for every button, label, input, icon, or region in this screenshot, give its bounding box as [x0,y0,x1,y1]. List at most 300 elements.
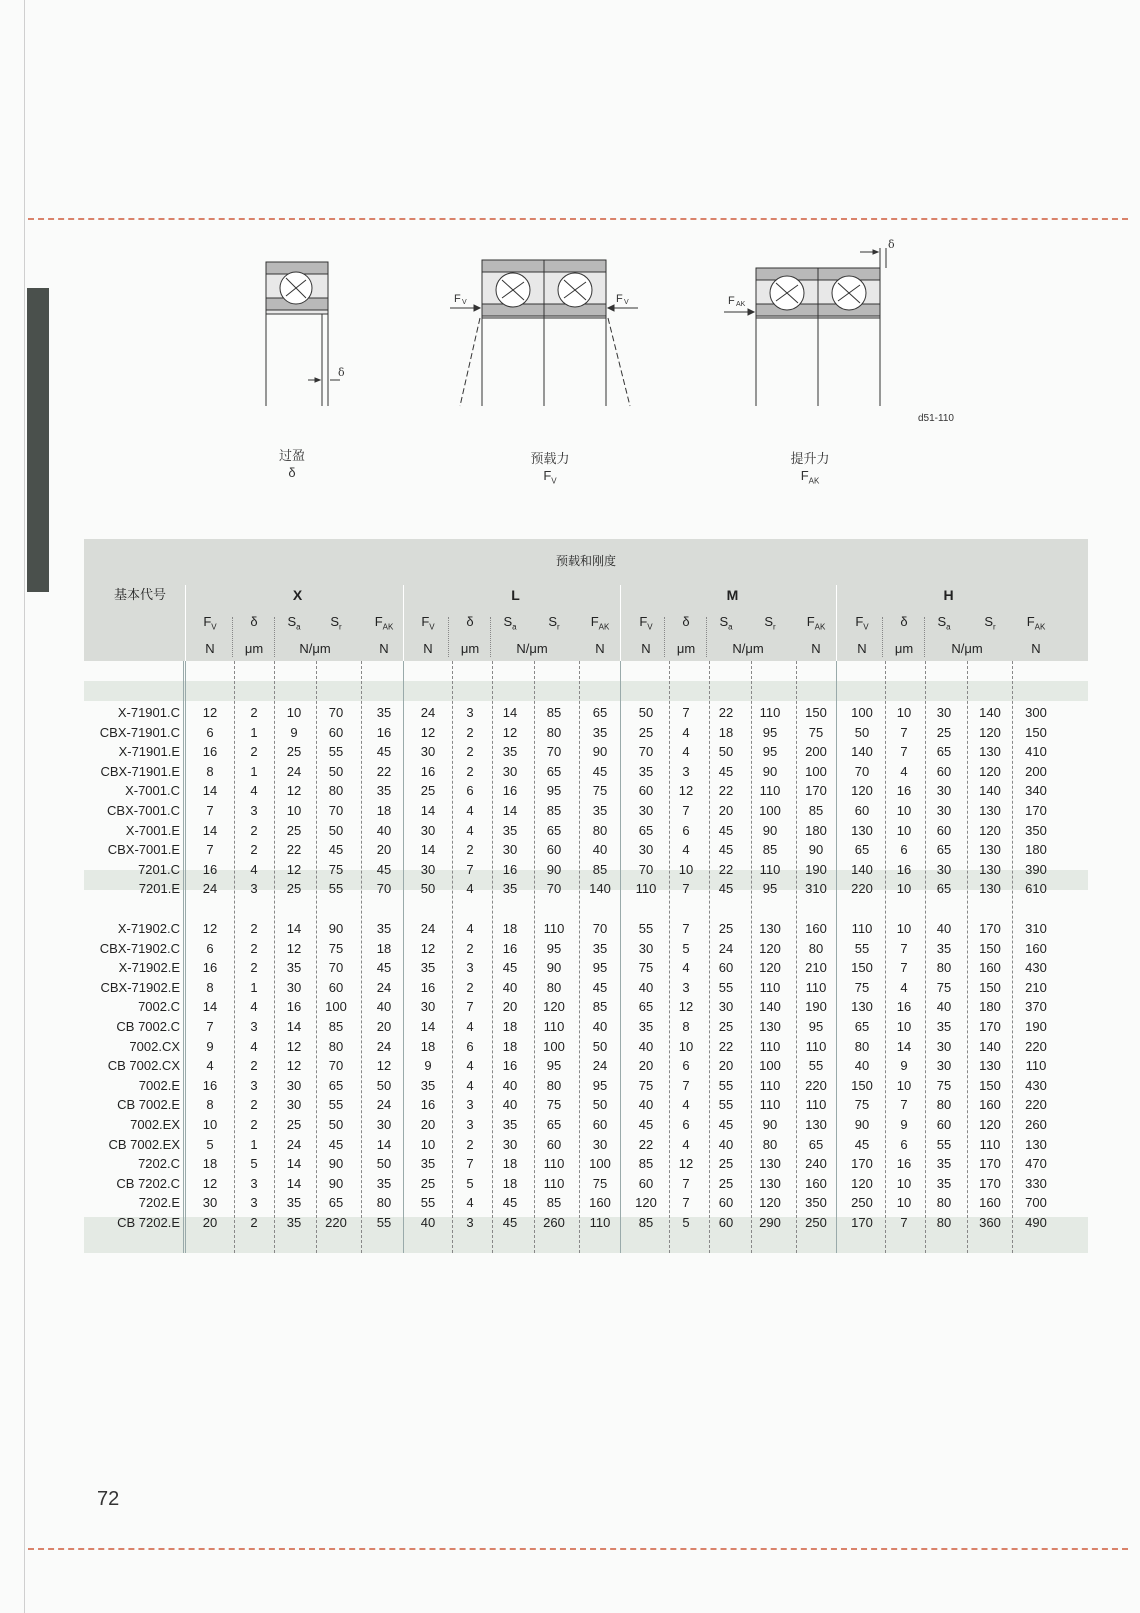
table-cell: 40 [376,999,392,1015]
table-cell: 80 [546,979,562,995]
table-row [84,1056,1088,1076]
table-cell: 2 [466,724,474,740]
table-cell: 4 [250,783,258,799]
table-cell: 12 [202,1175,218,1191]
unit-label: N [857,641,867,656]
table-cell: 6 [206,724,214,740]
table-cell: 610 [1025,881,1047,897]
table-cell: 14 [896,1038,912,1054]
table-cell: 220 [805,1077,827,1093]
table-cell: 700 [1025,1195,1047,1211]
table-cell: 2 [466,1136,474,1152]
table-cell: 70 [328,803,344,818]
table-cell: 130 [1025,1136,1047,1152]
table-cell: 10 [420,1136,436,1152]
table-cell: 18 [502,1156,518,1172]
table-cell: 10 [896,1077,912,1093]
unit-label: N [379,641,389,656]
table-cell: 40 [592,842,608,858]
table-cell: 100 [805,763,827,779]
table-cell: 20 [502,999,518,1015]
unit-label: N/μm [299,641,331,656]
table-cell: 14 [502,705,518,720]
table-cell: 7 [682,921,690,936]
table-cell: 40 [638,1097,654,1113]
table-row [84,703,1088,723]
table-cell: 100 [325,999,347,1015]
table-cell: 40 [502,979,518,995]
table-row [84,860,1088,880]
table-cell: 7 [466,999,474,1015]
table-cell: 4 [206,1058,214,1074]
table-cell: 75 [328,861,344,877]
unit-label: N [595,641,605,656]
table-cell: 14 [286,921,302,936]
table-row [84,1037,1088,1057]
table-cell: 12 [286,783,302,799]
table-cell: 1 [250,1136,258,1152]
table-cell: 140 [759,999,781,1015]
bearing-code: CBX-71902.C [99,940,180,956]
table-cell: 130 [851,999,873,1015]
table-cell: 60 [936,763,952,779]
column-header: $F_V$ [203,614,217,632]
table-cell: 4 [682,960,690,976]
table-cell: 16 [202,960,218,976]
table-cell: 25 [718,1019,734,1034]
table-cell: 40 [420,1215,436,1230]
table-cell: 14 [376,1136,392,1152]
table-cell: 4 [466,803,474,818]
preload-stiffness-table [84,539,1088,1253]
table-cell: 25 [718,1175,734,1191]
table-cell: 35 [936,940,952,956]
table-cell: 130 [851,822,873,838]
table-cell: 3 [250,881,258,897]
table-row [84,801,1088,821]
table-cell: 95 [762,881,778,897]
table-cell: 22 [718,1038,734,1054]
table-cell: 7 [900,1215,908,1230]
page-number: 72 [97,1488,120,1510]
table-cell: 95 [762,724,778,740]
table-cell: 75 [854,1097,870,1113]
table-cell: 18 [502,1038,518,1054]
table-cell: 55 [936,1136,952,1152]
table-cell: 170 [979,921,1001,936]
table-cell: 120 [979,1117,1001,1132]
table-cell: 4 [682,1097,690,1113]
table-row [84,978,1088,998]
table-cell: 12 [678,783,694,799]
table-cell: 110 [543,1019,565,1034]
header-divider [924,617,925,657]
table-cell: 12 [376,1058,392,1074]
table-cell: 140 [851,861,873,877]
table-cell: 40 [502,1097,518,1113]
table-cell: 80 [546,724,562,740]
table-cell: 30 [420,822,436,838]
table-cell: 4 [682,842,690,858]
column-header: $F_V$ [639,614,653,632]
bearing-code: CBX-7001.E [107,842,180,858]
column-header: δ [682,614,690,629]
table-cell: 22 [718,783,734,799]
table-cell: 14 [420,842,436,858]
unit-label: μm [894,641,914,656]
table-cell: 110 [589,1215,611,1230]
column-header: $F_{AK}$ [590,614,610,632]
table-cell: 4 [466,1058,474,1074]
table-cell: 7 [206,842,214,858]
table-row [84,840,1088,860]
table-cell: 25 [718,1156,734,1172]
header-divider [448,617,449,657]
table-row [84,939,1088,959]
table-cell: 4 [466,822,474,838]
table-cell: 7 [900,724,908,740]
table-cell: 35 [502,744,518,760]
table-cell: 65 [936,881,952,897]
table-cell: 30 [420,744,436,760]
table-cell: 80 [376,1195,392,1211]
table-cell: 210 [1025,979,1047,995]
table-cell: 45 [854,1136,870,1152]
table-cell: 7 [466,861,474,877]
table-cell: 40 [376,822,392,838]
column-header: $S_a$ [937,614,951,632]
column-header: δ [466,614,474,629]
table-cell: 2 [250,1215,258,1230]
figure-code: d51-110 [918,413,954,424]
table-cell: 310 [1025,921,1047,936]
table-row [84,762,1088,782]
table-cell: 160 [979,960,1001,976]
column-header: $F_{AK}$ [1026,614,1046,632]
column-header: $S_r$ [764,614,776,632]
table-cell: 95 [546,940,562,956]
table-cell: 90 [854,1117,870,1132]
table-cell: 16 [286,999,302,1015]
bearing-code: X-71902.C [117,921,180,936]
table-cell: 30 [936,861,952,877]
table-cell: 70 [638,744,654,760]
bearing-code: CB 7002.EX [108,1136,180,1152]
table-cell: 110 [759,979,781,995]
unit-label: N/μm [732,641,764,656]
table-cell: 70 [638,861,654,877]
group-header: M [726,587,739,603]
table-cell: 14 [420,1019,436,1034]
table-cell: 130 [759,1156,781,1172]
table-cell: 2 [466,744,474,760]
table-cell: 80 [808,940,824,956]
table-cell: 12 [420,724,436,740]
table-cell: 4 [466,881,474,897]
unit-label: μm [460,641,480,656]
first-col-header: 基本代号 [114,587,167,602]
table-cell: 75 [854,979,870,995]
table-cell: 14 [502,803,518,818]
table-cell: 30 [592,1136,608,1152]
table-cell: 35 [502,881,518,897]
table-cell: 150 [851,960,873,976]
table-cell: 5 [206,1136,214,1152]
table-cell: 10 [202,1117,218,1132]
table-cell: 60 [718,1215,734,1230]
svg-text:AK: AK [736,301,746,308]
table-cell: 16 [896,1156,912,1172]
table-cell: 30 [420,999,436,1015]
table-cell: 24 [420,705,436,720]
table-cell: 25 [718,921,734,936]
bearing-code: CBX-71901.C [99,724,180,740]
table-cell: 25 [286,1117,302,1132]
table-cell: 10 [286,803,302,818]
table-cell: 4 [250,999,258,1015]
table-cell: 35 [286,1215,302,1230]
top-dashed-rule [28,218,1128,220]
table-row [84,1076,1088,1096]
table-row [84,781,1088,801]
table-cell: 35 [936,1019,952,1034]
table-cell: 290 [759,1215,781,1230]
table-cell: 250 [805,1215,827,1230]
table-cell: 30 [936,803,952,818]
table-cell: 50 [376,1156,392,1172]
table-cell: 130 [979,1058,1001,1074]
table-cell: 30 [638,842,654,858]
table-cell: 30 [202,1195,218,1211]
table-cell: 24 [592,1058,608,1074]
table-cell: 50 [854,724,870,740]
column-header: $F_{AK}$ [806,614,826,632]
table-cell: 20 [638,1058,654,1074]
table-cell: 55 [854,940,870,956]
table-cell: 9 [206,1038,214,1054]
table-cell: 260 [1025,1117,1047,1132]
table-cell: 110 [759,1097,781,1113]
table-cell: 30 [376,1117,392,1132]
table-cell: 30 [718,999,734,1015]
unit-label: N [205,641,215,656]
table-cell: 130 [979,842,1001,858]
table-cell: 50 [376,1077,392,1093]
table-cell: 100 [851,705,873,720]
table-cell: 18 [420,1038,436,1054]
table-cell: 50 [328,1117,344,1132]
table-cell: 7 [900,960,908,976]
column-header: $S_r$ [984,614,996,632]
bearing-code: 7201.C [138,861,180,877]
table-cell: 3 [466,1097,474,1113]
table-cell: 6 [466,1038,474,1054]
table-cell: 65 [546,1117,562,1132]
bearing-code: 7201.E [138,881,180,897]
table-cell: 85 [328,1019,344,1034]
table-cell: 45 [592,979,608,995]
table-cell: 14 [286,1019,302,1034]
table-cell: 40 [638,1038,654,1054]
table-cell: 30 [502,842,518,858]
table-cell: 30 [420,861,436,877]
group-separator [836,585,837,661]
table-cell: 75 [808,724,824,740]
table-cell: 130 [979,861,1001,877]
table-cell: 50 [718,744,734,760]
table-cell: 85 [592,861,608,877]
table-cell: 210 [805,960,827,976]
caption-symbol: $F_V$ [543,468,557,486]
table-cell: 160 [589,1195,611,1211]
table-cell: 4 [682,1136,690,1152]
bearing-code: 7202.E [138,1195,180,1211]
table-cell: 60 [718,1195,734,1211]
table-cell: 7 [682,881,690,897]
table-cell: 80 [762,1136,778,1152]
table-cell: 95 [808,1019,824,1034]
table-cell: 8 [206,979,214,995]
table-cell: 110 [805,979,827,995]
table-cell: 80 [328,783,344,799]
table-cell: 18 [376,940,392,956]
table-cell: 22 [638,1136,654,1152]
table-cell: 55 [638,921,654,936]
column-header: $S_a$ [503,614,517,632]
table-cell: 45 [502,960,518,976]
table-cell: 55 [328,1097,344,1113]
table-cell: 5 [250,1156,258,1172]
table-cell: 160 [979,1195,1001,1211]
unit-label: N [811,641,821,656]
table-cell: 150 [851,1077,873,1093]
table-cell: 12 [286,861,302,877]
table-cell: 65 [808,1136,824,1152]
table-cell: 24 [420,921,436,936]
table-cell: 120 [635,1195,657,1211]
table-cell: 90 [762,763,778,779]
table-cell: 10 [896,1019,912,1034]
table-cell: 16 [202,1077,218,1093]
table-cell: 16 [202,861,218,877]
table-cell: 75 [592,1175,608,1191]
table-cell: 120 [979,724,1001,740]
table-cell: 10 [896,881,912,897]
table-cell: 30 [502,763,518,779]
bearing-code: CBX-71902.E [100,979,180,995]
table-cell: 140 [851,744,873,760]
table-cell: 65 [546,763,562,779]
table-cell: 85 [762,842,778,858]
table-cell: 25 [638,724,654,740]
table-cell: 30 [638,803,654,818]
table-cell: 90 [546,861,562,877]
table-row [84,919,1088,939]
unit-label: N/μm [951,641,983,656]
table-cell: 110 [759,705,781,720]
header-divider [882,617,883,657]
bearing-code: CB 7002.C [116,1019,180,1034]
table-cell: 10 [896,1175,912,1191]
table-cell: 40 [936,999,952,1015]
table-cell: 80 [936,1097,952,1113]
table-cell: 2 [250,705,258,720]
table-cell: 35 [376,1175,392,1191]
table-cell: 60 [638,1175,654,1191]
table-cell: 95 [592,960,608,976]
header-divider [232,617,233,657]
column-header: $S_r$ [330,614,342,632]
table-cell: 6 [682,822,690,838]
table-cell: 5 [682,940,690,956]
table-cell: 490 [1025,1215,1047,1230]
table-cell: 3 [466,1215,474,1230]
table-cell: 22 [286,842,302,858]
table-cell: 10 [896,822,912,838]
table-cell: 24 [376,979,392,995]
group-header: L [511,587,520,603]
table-cell: 35 [638,1019,654,1034]
table-cell: 25 [936,724,952,740]
table-cell: 35 [420,1077,436,1093]
table-cell: 2 [466,979,474,995]
table-cell: 90 [762,1117,778,1132]
group-separator [403,585,404,661]
table-cell: 10 [678,1038,694,1054]
table-cell: 140 [979,705,1001,720]
table-cell: 7 [900,940,908,956]
table-row [84,1135,1088,1155]
table-cell: 24 [286,1136,302,1152]
table-cell: 14 [202,783,218,799]
table-cell: 110 [635,881,657,897]
table-cell: 65 [638,822,654,838]
bearing-code: CB 7202.C [116,1175,180,1191]
table-cell: 4 [682,724,690,740]
table-cell: 6 [206,940,214,956]
table-cell: 24 [376,1038,392,1054]
table-cell: 50 [420,881,436,897]
section-tab-marker [27,288,49,592]
bearing-code: 7002.EX [130,1117,180,1132]
table-cell: 75 [936,979,952,995]
table-cell: 6 [900,1136,908,1152]
table-cell: 150 [805,705,827,720]
table-cell: 55 [718,1077,734,1093]
table-cell: 55 [328,881,344,897]
table-cell: 18 [502,1175,518,1191]
table-cell: 170 [979,1175,1001,1191]
table-cell: 100 [759,1058,781,1074]
table-cell: 360 [979,1215,1001,1230]
table-cell: 65 [546,822,562,838]
table-cell: 60 [546,1136,562,1152]
table-cell: 45 [328,842,344,858]
table-cell: 10 [896,803,912,818]
table-cell: 160 [1025,940,1047,956]
table-row [84,821,1088,841]
bearing-code: 7002.CX [129,1038,180,1054]
table-cell: 55 [328,744,344,760]
table-cell: 430 [1025,960,1047,976]
table-row [84,1154,1088,1174]
table-cell: 90 [808,842,824,858]
table-cell: 95 [546,1058,562,1074]
table-cell: 80 [546,1077,562,1093]
table-cell: 20 [420,1117,436,1132]
table-cell: 130 [759,921,781,936]
table-cell: 60 [718,960,734,976]
